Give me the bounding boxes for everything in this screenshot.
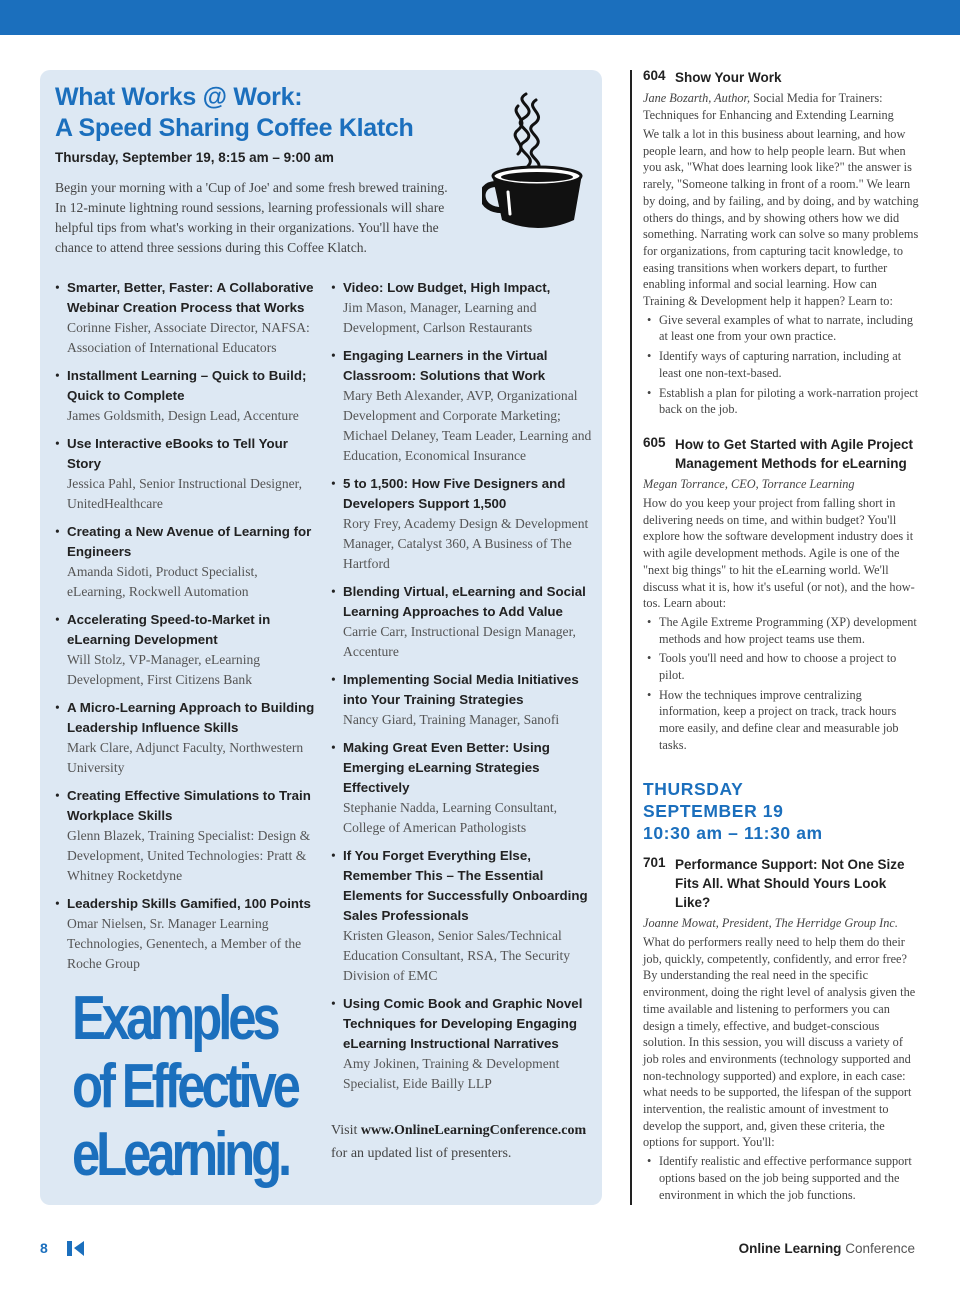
top-color-bar	[0, 0, 960, 35]
session-605	[643, 435, 921, 757]
bullet-icon: •	[331, 672, 336, 687]
presentation-title: Leadership Skills Gamified, 100 Points	[67, 896, 311, 911]
bullet-icon: •	[55, 788, 60, 803]
presentation-title: Engaging Learners in the Virtual Classroom: Solutions that Work	[343, 348, 548, 383]
presentation-item	[55, 894, 317, 974]
brand-wordmark	[739, 1241, 915, 1256]
presentation-item	[331, 278, 593, 338]
session-bullets	[643, 614, 921, 754]
bullet-icon: •	[331, 348, 336, 363]
bullet-icon: •	[55, 896, 60, 911]
presenter: Kristen Gleason, Senior Sales/Technical Education Consultant, RSA, The Security Division of EMC	[343, 928, 571, 983]
session-bullet-item	[643, 348, 921, 381]
visit-note	[331, 1119, 586, 1165]
speaker-book: Social Media for Trainers: Techniques for Enhancing and Extending Learning	[643, 91, 894, 122]
session-bullet-item	[643, 1153, 921, 1203]
session-speaker: Joanne Mowat, President, The Herridge Group Inc.	[643, 916, 898, 930]
bullet-icon: •	[647, 1154, 652, 1169]
klatch-title	[55, 82, 414, 144]
klatch-intro: Begin your morning with a 'Cup of Joe' and some fresh brewed training. In 12-minute lightning round sessions, learning professionals will share helpful tips from what's working in their organizations. You'll have the chance to attend three sessions during this Coffee Klatch.	[55, 180, 448, 255]
presentation-title: Video: Low Budget, High Impact,	[343, 280, 551, 295]
speaker-name: Jane Bozarth, Author,	[643, 91, 751, 105]
presenter: Jessica Pahl, Senior Instructional Designer, UnitedHealthcare	[67, 476, 303, 511]
session-title: Performance Support: Not One Size Fits All. What Should Yours Look Like?	[675, 857, 905, 910]
bullet-icon: •	[647, 385, 652, 400]
day-weekday: THURSDAY	[643, 779, 744, 799]
presentation-title: Creating Effective Simulations to Train Workplace Skills	[67, 788, 311, 823]
examples-line2: of Effective	[72, 1052, 297, 1121]
session-speaker: Megan Torrance, CEO, Torrance Learning	[643, 477, 855, 491]
presentation-item	[55, 698, 317, 778]
bullet-text: The Agile Extreme Programming (XP) development methods and how project teams use them.	[659, 614, 917, 646]
examples-headline	[72, 985, 297, 1189]
presentation-item	[331, 994, 593, 1094]
brand-flag-icon	[67, 1241, 84, 1256]
session-bullet-item	[643, 385, 921, 418]
presenter: Rory Frey, Academy Design & Development Manager, Catalyst 360, A Business of The Hartford	[343, 516, 589, 571]
bullet-icon: •	[647, 614, 652, 629]
bullet-icon: •	[55, 280, 60, 295]
presenter: Jim Mason, Manager, Learning and Development, Carlson Restaurants	[343, 300, 537, 335]
bullet-icon: •	[331, 280, 336, 295]
bullet-text: How the techniques improve centralizing information, keep a project on track, track hours more easily, and define clear and measurable job tasks.	[659, 687, 899, 752]
presenter: Amanda Sidoti, Product Specialist, eLearning, Rockwell Automation	[67, 564, 258, 599]
session-701	[643, 855, 921, 1206]
presenter: Carrie Carr, Instructional Design Manager, Accenture	[343, 624, 576, 659]
presentation-item	[55, 434, 317, 514]
session-number: 701	[643, 855, 666, 870]
bullet-icon: •	[55, 700, 60, 715]
brand-bold: Online Learning	[738, 1241, 842, 1256]
presenter: Mark Clare, Adjunct Faculty, Northwestern University	[67, 740, 304, 775]
session-bullet-item	[643, 687, 921, 754]
presentation-item	[55, 522, 317, 602]
bullet-icon: •	[331, 996, 336, 1011]
day-heading	[643, 778, 823, 844]
presentation-title: Creating a New Avenue of Learning for Engineers	[67, 524, 312, 559]
presentation-item	[55, 610, 317, 690]
presentation-item	[331, 670, 593, 730]
presentation-title: Accelerating Speed-to-Market in eLearning Development	[67, 612, 271, 647]
presenter: Mary Beth Alexander, AVP, Organizational Development and Corporate Marketing; Michael Delaney, Team Leader, Learning and Education, Economical Insurance	[343, 388, 592, 463]
bullet-icon: •	[331, 584, 336, 599]
presentation-item	[55, 278, 317, 358]
session-bullets	[643, 312, 921, 418]
page-number: 8	[40, 1240, 48, 1256]
bullet-icon: •	[331, 848, 336, 863]
session-bullet-item	[643, 650, 921, 683]
session-bullet-item	[643, 312, 921, 345]
presentation-title: Using Comic Book and Graphic Novel Techniques for Developing Engaging eLearning Instructional Narratives	[343, 996, 583, 1051]
session-title: How to Get Started with Agile Project Management Methods for eLearning	[675, 437, 914, 471]
session-604	[643, 68, 921, 421]
visit-prefix: Visit	[331, 1123, 361, 1138]
presenter: Omar Nielsen, Sr. Manager Learning Technologies, Genentech, a Member of the Roche Group	[67, 916, 302, 971]
bullet-text: Identify realistic and effective performance support options based on the job being supported and the environment in which the job functions.	[659, 1154, 912, 1202]
presentation-title: A Micro-Learning Approach to Building Leadership Influence Skills	[67, 700, 315, 735]
presentation-title: Installment Learning – Quick to Build; Quick to Complete	[67, 368, 307, 403]
presentation-title: 5 to 1,500: How Five Designers and Developers Support 1,500	[343, 476, 566, 511]
presenter: Corinne Fisher, Associate Director, NAFSA: Association of International Educators	[67, 320, 310, 355]
session-bullet-item	[643, 614, 921, 647]
bullet-text: Establish a plan for piloting a work-narration project back on the job.	[659, 385, 919, 417]
presentation-title: Making Great Even Better: Using Emerging eLearning Strategies Effectively	[343, 740, 550, 795]
left-presentation-list	[55, 278, 317, 982]
presentation-title: If You Forget Everything Else, Remember This – The Essential Elements for Successfully Onboarding Sales Professionals	[343, 848, 588, 923]
bullet-icon: •	[55, 612, 60, 627]
presenter: Stephanie Nadda, Learning Consultant, College of American Pathologists	[343, 800, 558, 835]
session-description: How do you keep your project from falling short in delivering needs on time, and within budget? You'll explore how the software development industry does it with agile development methods. Agile is one of the "next big things" to hit the eLearning world. We'll discuss what it is, how it's useful (or not), and the how-tos. Learn about:	[643, 496, 915, 611]
examples-line1: Examples	[72, 984, 277, 1053]
session-bullets	[643, 1153, 921, 1203]
visit-suffix: for an updated list of presenters.	[331, 1146, 512, 1161]
session-number: 604	[643, 68, 666, 83]
day-time: 10:30 am – 11:30 am	[643, 823, 823, 843]
session-description: What do performers really need to help them do their job, quickly, competently, confidently, and error free? By understanding the real need in the specific environment, doing the right level of analysis given the time available and listening to performers you can design a timely, effective, and budget-conscious solution. In this session, you will discuss a variety of job roles and environments (technology supported and non-technology supported) and explore, in each case: what needs to be supported, the lifespan of the support intervention, the realistic amount of investment to develop the support, and, given these criteria, the options for support. You'll:	[643, 935, 916, 1150]
bullet-icon: •	[55, 368, 60, 383]
presentation-item	[331, 474, 593, 574]
presentation-title: Use Interactive eBooks to Tell Your Story	[67, 436, 288, 471]
presentation-title: Blending Virtual, eLearning and Social Learning Approaches to Add Value	[343, 584, 586, 619]
examples-line3: eLearning.	[72, 1120, 289, 1189]
bullet-icon: •	[647, 349, 652, 364]
presenter: James Goldsmith, Design Lead, Accenture	[67, 408, 299, 423]
presenter: Will Stolz, VP-Manager, eLearning Development, First Citizens Bank	[67, 652, 261, 687]
bullet-text: Identify ways of capturing narration, including at least one non-text-based.	[659, 349, 902, 380]
session-description: We talk a lot in this business about learning, and how people learn, and how to help people learn. But when you ask, "What does learning look like?" the answer is rarely, "Someone talking in front of a room." We learn by doing, and by failing, and by doing, and by watching others do things, and by showing others how we did something. Narrating work can solve so many problems for organizations, from capturing tacit knowledge, to easing transitions when workers depart, to further enabling informal and social learning. How can Training & Development help it happen? Learn to:	[643, 127, 919, 309]
presentation-item	[331, 346, 593, 466]
bullet-icon: •	[331, 740, 336, 755]
bullet-icon: •	[331, 476, 336, 491]
bullet-text: Tools you'll need and how to choose a project to pilot.	[659, 651, 897, 683]
presenter: Nancy Giard, Training Manager, Sanofi	[343, 712, 560, 727]
klatch-title-line2: A Speed Sharing Coffee Klatch	[55, 114, 414, 142]
brand-light: Conference	[845, 1241, 915, 1256]
session-number: 605	[643, 435, 666, 450]
conference-url-link[interactable]: www.OnlineLearningConference.com	[360, 1123, 587, 1138]
bullet-icon: •	[55, 436, 60, 451]
session-title: Show Your Work	[675, 70, 782, 85]
klatch-date: Thursday, September 19, 8:15 am – 9:00 am	[55, 150, 334, 165]
presentation-item	[331, 846, 593, 986]
right-presentation-list	[331, 278, 593, 1102]
presenter: Glenn Blazek, Training Specialist: Design & Development, United Technologies: Pratt & Whitney Rocketdyne	[67, 828, 311, 883]
session-speaker	[643, 90, 921, 124]
bullet-text: Give several examples of what to narrate, including at least one from your own practice.	[659, 312, 914, 344]
coffee-cup-icon	[482, 88, 590, 238]
bullet-icon: •	[647, 312, 652, 327]
presentation-item	[55, 366, 317, 426]
presentation-item	[331, 582, 593, 662]
klatch-title-line1: What Works @ Work:	[55, 83, 303, 111]
presentation-item	[331, 738, 593, 838]
presentation-title: Smarter, Better, Faster: A Collaborative Webinar Creation Process that Works	[67, 280, 314, 315]
day-date: SEPTEMBER 19	[643, 801, 784, 821]
presentation-title: Implementing Social Media Initiatives into Your Training Strategies	[343, 672, 579, 707]
bullet-icon: •	[55, 524, 60, 539]
bullet-icon: •	[647, 687, 652, 702]
bullet-icon: •	[647, 651, 652, 666]
presentation-item	[55, 786, 317, 886]
presenter: Amy Jokinen, Training & Development Specialist, Eide Bailly LLP	[343, 1056, 560, 1091]
column-divider	[630, 70, 632, 1205]
